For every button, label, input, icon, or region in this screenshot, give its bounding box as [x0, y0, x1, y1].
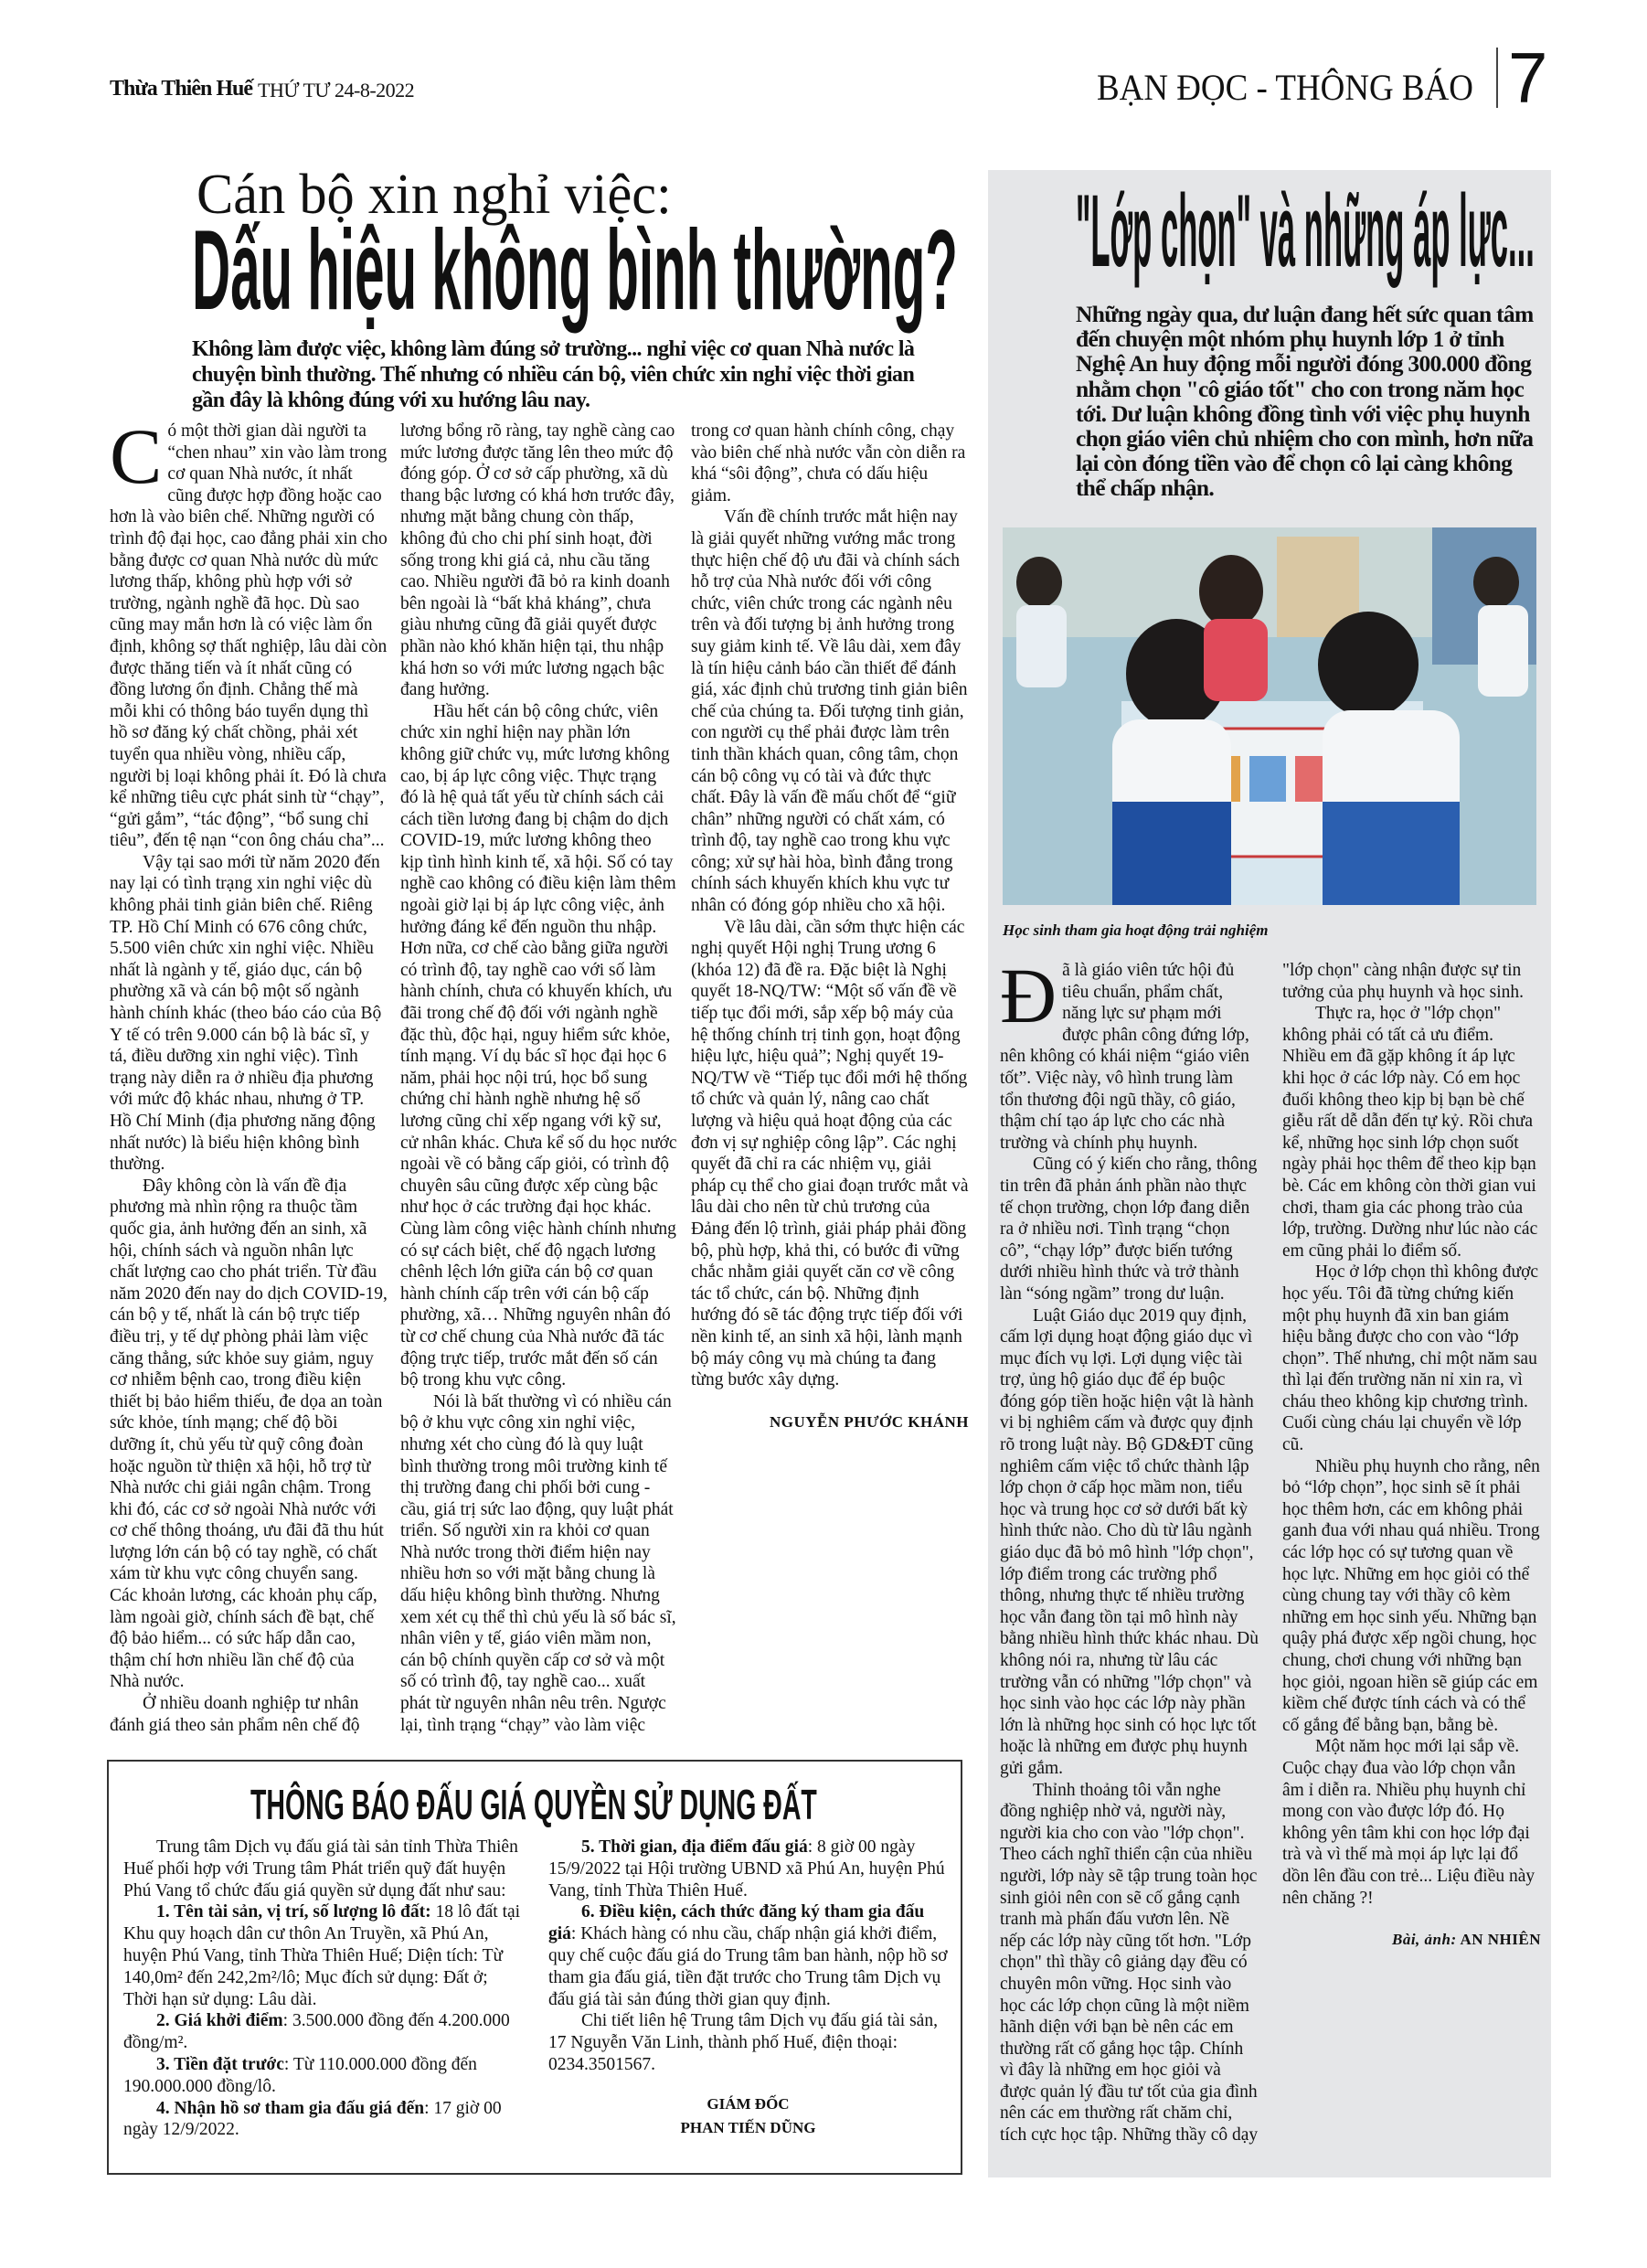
- newspaper-name: Thừa Thiên Huế: [110, 77, 253, 101]
- drop-cap: Đ: [1000, 952, 1057, 1039]
- notice-item: [123, 2054, 523, 2098]
- item-label: 6. Điều kiện, cách thức đăng ký tham gia đấu giá: [548, 1902, 925, 1944]
- notice-intro: Trung tâm Dịch vụ đấu giá tài sản tỉnh Thừa Thiên Huế phối hợp với Trung tâm Phát triển quỹ đất huyện Phú Vang tổ chức đấu giá quyền sử dụng đất như sau:: [123, 1837, 518, 1901]
- sidebar-article-title: [1076, 174, 1535, 288]
- paragraph: Ở nhiều doanh nghiệp tư nhân đánh giá theo sản phẩm nên chế độ lương bổng rõ ràng, tay nghề càng cao mức lương được tăng lên theo mức độ đóng góp. Ở cơ sở cấp phường, xã dù thang bậc lương có khá hơn trước đây, nhưng mặt bằng chung còn thấp, không đủ cho chi phí sinh hoạt, đời sống trong khi giá cả, nhu cầu tăng cao. Nhiều người đã bỏ ra kinh doanh bên ngoài là “bất khả kháng”, chưa giàu nhưng cũng đã giải quyết được phần nào khó khăn hiện tại, thu nhập khá hơn so với mức lương ngạch bậc đang hưởng.: [110, 421, 675, 1735]
- author-byline: [1282, 1929, 1541, 1951]
- page-number: 7: [1508, 37, 1548, 118]
- notice-item: [548, 1837, 948, 1901]
- drop-cap: C: [110, 412, 163, 500]
- article-headline: [192, 208, 958, 334]
- paragraph: Nhiều phụ huynh cho rằng, nên bỏ “lớp chọn”, học sinh sẽ ít phải học thêm hơn, các em không phải ganh đua với nhau quá nhiều. Trong các lớp học có sự tương quan về học lực. Những em học giỏi có thể cùng chung tay với thầy cô kèm những em học sinh yếu. Những bạn quậy phá được xếp ngồi chung, học chung, chơi chung với những bạn học giỏi, ngoan hiền sẽ giúp các em kiềm chế được tính cách và có thể cố gắng để bằng bạn, bằng bè.: [1282, 1456, 1540, 1735]
- kicker-text: Cán bộ xin nghỉ việc:: [197, 164, 672, 226]
- paragraph: Luật Giáo dục 2019 quy định, cấm lợi dụng hoạt động giáo dục vì mục đích vụ lợi. Lợi dụng việc tài trợ, ủng hộ giáo dục để ép buộc đóng góp tiền hoặc hiện vật là hành vi bị nghiêm cấm và được quy định rõ trong luật này. Bộ GD&ĐT cũng nghiêm cấm việc tổ chức thành lập lớp chọn ở cấp học mầm non, tiểu học và trung học cơ sở dưới bất kỳ hình thức nào. Cho dù từ lâu ngành giáo dục đã bỏ mô hình "lớp chọn", lớp điểm trong các trường phổ thông, nhưng thực tế nhiều trường học vẫn đang tồn tại mô hình này bằng nhiều hình thức khác nhau. Dù không nói ra, nhưng từ lâu các trường vẫn có những "lớp chọn" và học sinh vào học các lớp này phần lớn là những học sinh có học lực tốt hoặc là những em được phụ huynh gửi gắm.: [1000, 1305, 1259, 1778]
- paragraph: Đây không còn là vấn đề địa phương mà nhìn rộng ra thuộc tầm quốc gia, ảnh hưởng đến an sinh, xã hội, chính sách và nguồn nhân lực chất lượng cao cho phát triển. Từ đầu năm 2020 đến nay do dịch COVID-19, cán bộ y tế, nhất là cán bộ trực tiếp điều trị, y tế dự phòng phải làm việc căng thẳng, sức khỏe suy giảm, nguy cơ nhiễm bệnh cao, trong điều kiện thiết bị bảo hiểm thiếu, đe dọa an toàn sức khỏe, tính mạng; chế độ bồi dưỡng ít, chủ yếu từ quỹ công đoàn hoặc nguồn từ thiện xã hội, hỗ trợ từ Nhà nước chi giải ngân chậm. Trong khi đó, các cơ sở ngoài Nhà nước với cơ chế thông thoáng, ưu đãi đã thu hút lượng lớn cán bộ có tay nghề, có chất xám từ khu vực công chuyển sang. Các khoản lương, các khoản phụ cấp, làm ngoài giờ, chính sách đề bạt, chế độ bảo hiểm... có sức hấp dẫn cao, thậm chí hơn nhiều lần chế độ của Nhà nước.: [110, 1176, 388, 1692]
- notice-title-text: THÔNG BÁO ĐẤU GIÁ QUYỀN SỬ DỤNG ĐẤT: [250, 1781, 817, 1828]
- notice-signature: [548, 2092, 948, 2140]
- header-divider: [1496, 48, 1498, 108]
- paragraph: Về lâu dài, cần sớm thực hiện các nghị quyết Hội nghị Trung ương 6 (khóa 12) đã đề ra. Đặc biệt là Nghị quyết 18-NQ/TW: “Một số vấn đề về tiếp tục đổi mới, sắp xếp bộ máy của hệ thống chính trị tinh gọn, hoạt động hiệu lực, hiệu quả”; Nghị quyết 19-NQ/TW về “Tiếp tục đổi mới hệ thống tổ chức và quản lý, nâng cao chất lượng và hiệu quả hoạt động của các đơn vị sự nghiệp công lập”. Các nghị quyết đã chỉ ra các nhiệm vụ, giải pháp cụ thể cho giai đoạn trước mắt và lâu dài cho nên từ chủ trương của Đảng đến lộ trình, giải pháp phải đồng bộ, phù hợp, khả thi, có bước đi vững chắc nhằm giải quyết căn cơ về công tác tổ chức, cán bộ. Những định hướng đó sẽ tác động trực tiếp đối với nền kinh tế, an sinh xã hội, lành mạnh bộ máy công vụ mà chúng ta đang từng bước xây dựng.: [691, 917, 969, 1390]
- item-label: 2. Giá khởi điểm: [156, 2011, 283, 2031]
- photo-caption: Học sinh tham gia hoạt động trải nghiệm: [1003, 921, 1269, 939]
- sidebar-article-lede: Những ngày qua, dư luận đang hết sức quan tâm đến chuyện một nhóm phụ huynh lớp 1 ở tỉnh Nghệ An huy động mỗi người đóng 300.000 đồng nhằm chọn "cô giáo tốt" cho con trong năm học tới. Dư luận không đồng tình với việc phụ huynh chọn giáo viên chủ nhiệm cho con mình, hơn nữa lại còn đóng tiền vào để chọn cô lại càng không thể chấp nhận.: [1076, 301, 1534, 502]
- paragraph: Vậy tại sao mới từ năm 2020 đến nay lại có tình trạng xin nghỉ việc dù không phải tinh giản biên chế. Riêng TP. Hồ Chí Minh có 676 công chức, 5.500 viên chức xin nghỉ việc. Nhiều nhất là ngành y tế, giáo dục, cán bộ phường xã và cán bộ một số ngành hành chính khác (theo báo cáo của Bộ Y tế có trên 9.000 cán bộ là bác sĩ, y tá, điều dưỡng xin nghỉ việc). Tình trạng này diễn ra ở nhiều địa phương với mức độ khác nhau, nhưng ở TP. Hồ Chí Minh (địa phương năng động nhất nước) là biểu hiện không bình thường.: [110, 852, 382, 1175]
- article-body: [110, 412, 969, 1746]
- byline-prefix: Bài, ảnh:: [1392, 1931, 1457, 1949]
- paragraph: [1000, 952, 1259, 1154]
- paragraph: Nói là bất thường vì có nhiều cán bộ ở khu vực công xin nghỉ việc, nhưng xét cho cùng đó là quy luật bình thường trong môi trường kinh tế thị trường đang chi phối bởi cung - cầu, giá trị sức lao động, quy luật phát triển. Số người xin ra khỏi cơ quan Nhà nước trong thời điểm hiện nay nhiều hơn so với mặt bằng chung là dấu hiệu không bình thường. Nhưng xem xét cụ thể thì chủ yếu là số bác sĩ, nhân viên y tế, giáo viên mầm non, cán bộ chính quyền cấp cơ sở và một số có trình độ, tay nghề cao... xuất phát từ nguyên nhân nêu trên. Ngược lại, tình trạng “chạy” vào làm việc trong cơ quan hành chính công, chạy vào biên chế nhà nước vẫn còn diễn ra khá “sôi động”, chưa có dấu hiệu giảm.: [400, 421, 966, 1735]
- paragraph: Vấn đề chính trước mắt hiện nay là giải quyết những vướng mắc trong thực hiện chế độ ưu đãi và chính sách hỗ trợ của Nhà nước đối với công chức, viên chức trong các ngành nêu trên và đối tượng bị ảnh hưởng trong suy giảm kinh tế. Về lâu dài, xem đây là tín hiệu cảnh báo cần thiết để đánh giá, xác định chủ trương tinh giản biên chế của chúng ta. Đối tượng tinh giản, con người cụ thể phải được làm trên tinh thần khách quan, công tâm, chọn cán bộ công vụ có tài và đức thực chất. Đây là vấn đề mấu chốt để “giữ chân” những người có chất xám, có trình độ, tay nghề cao trong khu vực công; xử sự hài hòa, bình đẳng trong chính sách khuyến khích khu vực tư nhân có đóng góp nhiều cho xã hội.: [691, 507, 968, 916]
- paragraph: Một năm học mới lại sắp về. Cuộc chạy đua vào lớp chọn vẫn âm ỉ diễn ra. Nhiều phụ huynh chỉ mong con vào được lớp đó. Họ không yên tâm khi con học lớp đại trà và vì thế mà mọi áp lực lại đổ dồn lên đầu con trẻ... Liệu điều này nên chăng ?!: [1282, 1737, 1535, 1908]
- notice-contact: Chi tiết liên hệ Trung tâm Dịch vụ đấu giá tài sản, 17 Nguyễn Văn Linh, thành phố Huế, điện thoại: 0234.3501567.: [548, 2011, 938, 2074]
- item-text: : Từ 110.000.000 đồng đến 190.000.000 đồng/lô.: [123, 2054, 477, 2096]
- section-title-text: BẠN ĐỌC - THÔNG BÁO: [1097, 67, 1473, 108]
- notice-item: [123, 2010, 523, 2054]
- article-sapo: Không làm được việc, không làm đúng sở trường... nghỉ việc cơ quan Nhà nước là chuyện bình thường. Thế nhưng có nhiều cán bộ, viên chức xin nghỉ việc thời gian gần đây là không đúng với xu hướng lâu nay.: [192, 337, 915, 412]
- headline-text: Dấu hiệu không bình thường?: [192, 208, 958, 334]
- students-activity-photo: [1003, 527, 1536, 905]
- sidebar-article-body: [1000, 952, 1541, 2157]
- item-text: : 3.500.000 đồng đến 4.200.000 đồng/m².: [123, 2011, 510, 2053]
- item-text: : 8 giờ 00 ngày 15/9/2022 tại Hội trường UBND xã Phú An, huyện Phú Vang, tỉnh Thừa Thiên Huế.: [548, 1837, 945, 1901]
- notice-item: [548, 1901, 948, 2010]
- byline-name: AN NHIÊN: [1460, 1931, 1541, 1949]
- paragraph: Học ở lớp chọn thì không được học yếu. Tôi đã từng chứng kiến một phụ huynh đã xin ban giám hiệu bằng được cho con vào “lớp chọn”. Thế nhưng, chỉ một năm sau thì lại đến trường năn nỉ xin ra, vì cháu theo không kịp chương trình. Cuối cùng cháu lại chuyển về lớp cũ.: [1282, 1262, 1539, 1455]
- paragraph-text: ã là giáo viên tức hội đủ tiêu chuẩn, phẩm chất, năng lực sư phạm mới được phân công đứng lớp, nên không có khái niệm “giáo viên tốt”. Việc này, vô hình trung làm tổn thương đội ngũ thầy, cô giáo, thậm chí tạo áp lực cho các nhà trường và chính phụ huynh.: [1000, 961, 1249, 1153]
- article-photo: [1003, 527, 1536, 905]
- item-text: 18 lô đất tại Khu quy hoạch dân cư thôn An Truyền, xã Phú An, huyện Phú Vang, tỉnh Thừa Thiên Huế; Diện tích: Từ 140,0m² đến 242,2m²/lô; Mục đích sử dụng: Đất ở; Thời hạn sử dụng: Lâu dài.: [123, 1902, 521, 2009]
- item-text: : 17 giờ 00 ngày 12/9/2022.: [123, 2098, 502, 2140]
- section-title: [1097, 66, 1473, 108]
- paragraph: Cũng có ý kiến cho rằng, thông tin trên đã phản ánh phần nào thực tế chọn trường, chọn lớp đang diễn ra ở nhiều nơi. Tình trạng “chọn cô”, “chạy lớp” được biến tướng dưới nhiều hình thức và trở thành làn “sóng ngầm” trong dư luận.: [1000, 1155, 1258, 1304]
- notice-item: [123, 2098, 523, 2142]
- signer-name: PHAN TIẾN DŨNG: [680, 2118, 816, 2136]
- item-label: 5. Thời gian, địa điểm đấu giá: [581, 1837, 808, 1857]
- notice-body: [123, 1837, 948, 2166]
- issue-date: THỨ TƯ 24-8-2022: [258, 79, 415, 101]
- paragraph: Hầu hết cán bộ công chức, viên chức xin nghỉ hiện nay phần lớn không giữ chức vụ, mức lương không cao, bị áp lực công việc. Thực trạng đó là hệ quả tất yếu từ chính sách cải cách tiền lương đang bị chậm do dịch COVID-19, mức lương không theo kịp tình hình kinh tế, xã hội. Số có tay nghề cao không có điều kiện làm thêm ngoài giờ lại bị áp lực công việc, ảnh hưởng đáng kể đến nguồn thu nhập. Hơn nữa, cơ chế cào bằng giữa người có trình độ, tay nghề cao với số làm hành chính, chưa có khuyến khích, ưu đãi trong chế độ đối với ngành nghề đặc thù, độc hại, nguy hiểm sức khỏe, tính mạng. Ví dụ bác sĩ học đại học 6 năm, phải học nội trú, học bổ sung chứng chỉ hành nghề nhưng hệ số lương cũng chỉ xếp ngang với kỹ sư, cử nhân khác. Chưa kể số du học nước ngoài về có bằng cấp giỏi, có trình độ chuyên sâu cũng được xếp cùng bậc như học ở các trường đại học khác. Cùng làm công việc hành chính nhưng có sự cách biệt, chế độ ngạch lương chênh lệch lớn giữa cán bộ cơ quan hành chính cấp trên với cán bộ cấp phường, xã… Những nguyên nhân đó từ cơ chế chung của Nhà nước đã tác động trực tiếp, trước mắt đến số cán bộ trong khu vực công.: [400, 701, 677, 1390]
- paragraph: Thực ra, học ở "lớp chọn" không phải có tất cả ưu điểm. Nhiều em đã gặp không ít áp lực khi học ở các lớp này. Có em học đuối không theo kịp bị bạn bè chế giễu rất dễ dẫn đến tự kỷ. Rồi chưa kể, những học sinh lớp chọn suốt ngày phải học thêm để theo kịp bạn bè. Các em không còn thời gian vui chơi, tham gia các phong trào của lớp, trường. Dường như lúc nào các em cũng phải lo điểm số.: [1282, 1004, 1538, 1261]
- sidebar-title-text: "Lớp chọn" và những áp lực...: [1076, 174, 1535, 288]
- paragraph-text: ó một thời gian dài người ta “chen nhau” xin vào làm trong cơ quan Nhà nước, ít nhất cũng được hợp đồng hoặc cao hơn là vào biên chế. Những người có trình độ đại học, cao đẳng phải xin cho bằng được cơ quan Nhà nước dù mức lương thấp, không phù hợp với sở trường, ngành nghề đã học. Dù sao cũng may mắn hơn là có việc làm ổn định, không sợ thất nghiệp, lâu dài còn được thăng tiến và ít nhất cũng có đồng lương ổn định. Chẳng thế mà mỗi khi có thông báo tuyển dụng thì hồ sơ đăng ký chất chồng, phải xét tuyển qua nhiều vòng, nhiều cấp, người bị loại không phải ít. Đó là chưa kể những tiêu cực phát sinh từ “chạy”, “gửi gắm”, “tác động”, “bổ sung chỉ tiêu”, đến tệ nạn “con ông cháu cha”...: [110, 421, 388, 851]
- item-label: 4. Nhận hồ sơ tham gia đấu giá đến: [156, 2098, 425, 2118]
- signer-title: GIÁM ĐỐC: [707, 2094, 790, 2113]
- item-label: 1. Tên tài sản, vị trí, số lượng lô đất:: [156, 1902, 431, 1922]
- notice-item: [123, 1901, 523, 2010]
- paragraph: Thỉnh thoảng tôi vẫn nghe đồng nghiệp nhờ vả, người này, người kia cho con vào "lớp chọn". Theo cách nghĩ thiển cận của nhiều người, lớp này sẽ tập trung toàn học sinh giỏi nên con sẽ cố gắng cạnh tranh mà phấn đấu vươn lên. Nề nếp các lớp này cũng tốt hơn. "Lớp chọn" thì thầy cô giảng dạy đều có chuyên môn vững. Học sinh vào học các lớp chọn cũng là một niềm hãnh diện với bạn bè nên các em thường rất cố gắng học tập. Chính vì đây là những em học giỏi và được quản lý đầu tư tốt của gia đình nên các em thường rất chăm chỉ, tích cực học tập. Những thầy cô dạy "lớp chọn" càng nhận được sự tin tưởng của phụ huynh và học sinh.: [1000, 961, 1525, 2146]
- auction-notice: [107, 1760, 962, 2175]
- notice-title: [250, 1782, 817, 1827]
- paragraph: [110, 412, 388, 852]
- item-text: : Khách hàng có nhu cầu, chấp nhận giá khởi điểm, quy chế cuộc đấu giá do Trung tâm ban hành, nộp hồ sơ tham gia đấu giá, tiền đặt trước cho Trung tâm Dịch vụ đấu giá tài sản đúng thời gian quy định.: [548, 1924, 948, 2009]
- item-label: 3. Tiền đặt trước: [156, 2054, 284, 2074]
- author-byline: NGUYỄN PHƯỚC KHÁNH: [769, 1412, 969, 1431]
